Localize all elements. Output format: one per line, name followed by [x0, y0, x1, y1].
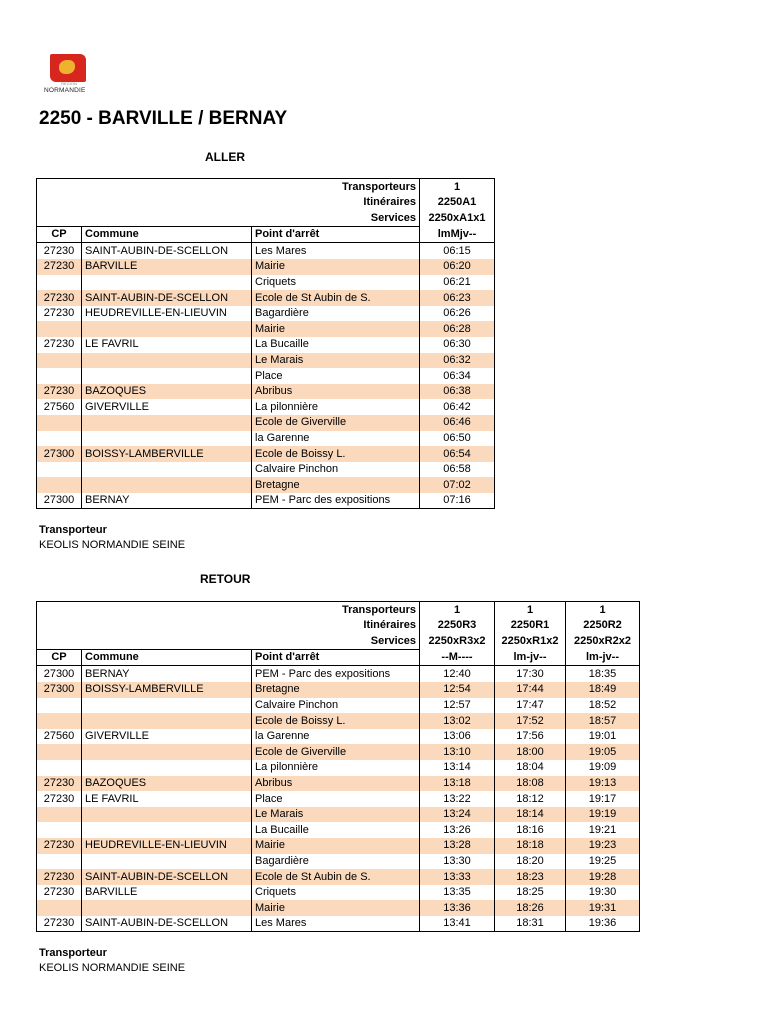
time-cell: 13:41	[420, 916, 495, 932]
time-cell: 13:30	[420, 854, 495, 870]
time-cell: 17:44	[495, 682, 566, 698]
time-cell: 13:18	[420, 776, 495, 792]
commune-cell: SAINT-AUBIN-DE-SCELLON	[82, 290, 252, 306]
commune-cell	[82, 760, 252, 776]
table-row	[37, 290, 495, 306]
time-cell: 07:02	[420, 477, 495, 493]
column-itineraire: 2250R3	[420, 618, 495, 634]
time-cell: 13:33	[420, 869, 495, 885]
time-cell: 06:38	[420, 384, 495, 400]
stop-cell: Bretagne	[252, 682, 420, 698]
commune-cell	[82, 321, 252, 337]
table-row	[37, 729, 640, 745]
header-row	[37, 633, 640, 649]
cp-header: CP	[37, 649, 82, 666]
time-cell: 18:57	[566, 713, 640, 729]
time-cell: 19:01	[566, 729, 640, 745]
table-row	[37, 243, 495, 259]
time-cell: 18:23	[495, 869, 566, 885]
commune-cell: BERNAY	[82, 666, 252, 682]
time-cell: 18:14	[495, 807, 566, 823]
stop-cell: Place	[252, 368, 420, 384]
stop-cell: Le Marais	[252, 353, 420, 369]
table-row	[37, 744, 640, 760]
stop-cell: Abribus	[252, 384, 420, 400]
cp-cell	[37, 415, 82, 431]
column-transporteur: 1	[495, 602, 566, 618]
time-cell: 19:25	[566, 854, 640, 870]
commune-cell	[82, 275, 252, 291]
cp-cell	[37, 760, 82, 776]
time-cell: 06:23	[420, 290, 495, 306]
time-cell: 18:31	[495, 916, 566, 932]
commune-cell	[82, 368, 252, 384]
cp-cell	[37, 822, 82, 838]
stop-cell: PEM - Parc des expositions	[252, 666, 420, 682]
retour-timetable	[36, 601, 640, 932]
column-itineraire: 2250A1	[420, 195, 495, 211]
commune-cell: GIVERVILLE	[82, 729, 252, 745]
header-label: Services	[37, 210, 420, 226]
header-row	[37, 179, 495, 195]
time-cell: 18:52	[566, 698, 640, 714]
cp-cell	[37, 321, 82, 337]
cp-cell: 27230	[37, 869, 82, 885]
header-label: Services	[37, 633, 420, 649]
stop-cell: Ecole de Boissy L.	[252, 713, 420, 729]
header-label: Itinéraires	[37, 618, 420, 634]
time-cell: 18:16	[495, 822, 566, 838]
time-cell: 06:54	[420, 446, 495, 462]
cp-cell	[37, 462, 82, 478]
table-row	[37, 807, 640, 823]
time-cell: 18:20	[495, 854, 566, 870]
time-cell: 19:28	[566, 869, 640, 885]
time-cell: 19:21	[566, 822, 640, 838]
stop-cell: La pilonnière	[252, 399, 420, 415]
column-days: lm-jv--	[566, 649, 640, 666]
time-cell: 13:22	[420, 791, 495, 807]
cp-cell	[37, 431, 82, 447]
table-row	[37, 854, 640, 870]
time-cell: 18:18	[495, 838, 566, 854]
time-cell: 06:28	[420, 321, 495, 337]
time-cell: 17:30	[495, 666, 566, 682]
column-days: lm-jv--	[495, 649, 566, 666]
stop-cell: Les Mares	[252, 916, 420, 932]
cp-cell	[37, 713, 82, 729]
time-cell: 18:35	[566, 666, 640, 682]
stop-cell: Mairie	[252, 259, 420, 275]
table-row	[37, 399, 495, 415]
table-row	[37, 900, 640, 916]
table-row	[37, 337, 495, 353]
cp-cell: 27230	[37, 791, 82, 807]
cp-cell	[37, 368, 82, 384]
table-row	[37, 869, 640, 885]
commune-cell	[82, 462, 252, 478]
time-cell: 06:34	[420, 368, 495, 384]
stop-cell: Ecole de St Aubin de S.	[252, 290, 420, 306]
table-row	[37, 791, 640, 807]
header-label: Itinéraires	[37, 195, 420, 211]
header-label: Transporteurs	[37, 602, 420, 618]
cp-cell: 27230	[37, 885, 82, 901]
time-cell: 17:47	[495, 698, 566, 714]
time-cell: 13:36	[420, 900, 495, 916]
commune-cell: BARVILLE	[82, 885, 252, 901]
stop-cell: Ecole de St Aubin de S.	[252, 869, 420, 885]
time-cell: 12:40	[420, 666, 495, 682]
header-row	[37, 195, 495, 211]
table-row	[37, 493, 495, 509]
commune-cell: LE FAVRIL	[82, 337, 252, 353]
time-cell: 13:35	[420, 885, 495, 901]
table-row	[37, 353, 495, 369]
time-cell: 13:28	[420, 838, 495, 854]
cp-cell	[37, 353, 82, 369]
time-cell: 06:42	[420, 399, 495, 415]
stop-header: Point d'arrêt	[252, 649, 420, 666]
cp-header: CP	[37, 226, 82, 243]
commune-cell	[82, 698, 252, 714]
time-cell: 18:08	[495, 776, 566, 792]
table-row	[37, 462, 495, 478]
stop-cell: la Garenne	[252, 431, 420, 447]
commune-cell: LE FAVRIL	[82, 791, 252, 807]
column-itineraire: 2250R2	[566, 618, 640, 634]
retour-transporteur-name: KEOLIS NORMANDIE SEINE	[39, 962, 186, 974]
aller-timetable	[36, 178, 495, 509]
stop-cell: Mairie	[252, 838, 420, 854]
header-label: Transporteurs	[37, 179, 420, 195]
column-service: 2250xR1x2	[495, 633, 566, 649]
time-cell: 18:12	[495, 791, 566, 807]
cp-cell: 27560	[37, 729, 82, 745]
table-row	[37, 666, 640, 682]
time-cell: 19:17	[566, 791, 640, 807]
time-cell: 13:24	[420, 807, 495, 823]
commune-cell: BOISSY-LAMBERVILLE	[82, 446, 252, 462]
stop-header: Point d'arrêt	[252, 226, 420, 243]
cp-cell	[37, 900, 82, 916]
stop-cell: Calvaire Pinchon	[252, 462, 420, 478]
time-cell: 06:58	[420, 462, 495, 478]
commune-cell	[82, 713, 252, 729]
table-row	[37, 885, 640, 901]
time-cell: 06:20	[420, 259, 495, 275]
commune-cell: BOISSY-LAMBERVILLE	[82, 682, 252, 698]
table-row	[37, 698, 640, 714]
table-row	[37, 415, 495, 431]
table-row	[37, 713, 640, 729]
commune-cell	[82, 822, 252, 838]
stop-cell: PEM - Parc des expositions	[252, 493, 420, 509]
stop-cell: Abribus	[252, 776, 420, 792]
stop-cell: Place	[252, 791, 420, 807]
time-cell: 18:26	[495, 900, 566, 916]
time-cell: 06:46	[420, 415, 495, 431]
commune-cell	[82, 353, 252, 369]
cp-cell	[37, 477, 82, 493]
cp-cell: 27230	[37, 243, 82, 259]
table-row	[37, 682, 640, 698]
column-transporteur: 1	[420, 602, 495, 618]
stop-cell: Calvaire Pinchon	[252, 698, 420, 714]
header-row	[37, 210, 495, 226]
aller-transporteur-label: Transporteur	[39, 524, 107, 536]
normandie-flag-icon	[50, 54, 86, 82]
stop-cell: Criquets	[252, 275, 420, 291]
header-row	[37, 602, 640, 618]
cp-cell	[37, 744, 82, 760]
column-transporteur: 1	[566, 602, 640, 618]
time-cell: 13:10	[420, 744, 495, 760]
column-service: 2250xR2x2	[566, 633, 640, 649]
column-days: --M----	[420, 649, 495, 666]
cp-cell	[37, 275, 82, 291]
time-cell: 06:26	[420, 306, 495, 322]
time-cell: 18:49	[566, 682, 640, 698]
time-cell: 18:00	[495, 744, 566, 760]
time-cell: 19:13	[566, 776, 640, 792]
column-service: 2250xA1x1	[420, 210, 495, 226]
time-cell: 06:15	[420, 243, 495, 259]
page-title: 2250 - BARVILLE / BERNAY	[39, 108, 288, 129]
commune-cell: BAZOQUES	[82, 776, 252, 792]
table-row	[37, 822, 640, 838]
stop-cell: Ecole de Giverville	[252, 744, 420, 760]
time-cell: 19:36	[566, 916, 640, 932]
time-cell: 12:57	[420, 698, 495, 714]
retour-transporteur-label: Transporteur	[39, 947, 107, 959]
commune-cell	[82, 431, 252, 447]
stop-cell: La Bucaille	[252, 822, 420, 838]
time-cell: 17:52	[495, 713, 566, 729]
stop-cell: Bretagne	[252, 477, 420, 493]
table-row	[37, 916, 640, 932]
cp-cell: 27230	[37, 384, 82, 400]
cp-cell: 27230	[37, 306, 82, 322]
cp-cell	[37, 854, 82, 870]
table-row	[37, 477, 495, 493]
table-row	[37, 384, 495, 400]
time-cell: 13:02	[420, 713, 495, 729]
time-cell: 06:21	[420, 275, 495, 291]
commune-cell	[82, 900, 252, 916]
time-cell: 12:54	[420, 682, 495, 698]
time-cell: 18:04	[495, 760, 566, 776]
stop-cell: La pilonnière	[252, 760, 420, 776]
aller-heading: ALLER	[205, 150, 245, 164]
cp-cell: 27230	[37, 776, 82, 792]
time-cell: 17:56	[495, 729, 566, 745]
column-itineraire: 2250R1	[495, 618, 566, 634]
cp-cell: 27560	[37, 399, 82, 415]
column-days: lmMjv--	[420, 226, 495, 243]
stop-cell: Mairie	[252, 900, 420, 916]
time-cell: 13:14	[420, 760, 495, 776]
time-cell: 19:31	[566, 900, 640, 916]
header-row	[37, 618, 640, 634]
commune-cell: SAINT-AUBIN-DE-SCELLON	[82, 243, 252, 259]
stop-cell: la Garenne	[252, 729, 420, 745]
time-cell: 19:05	[566, 744, 640, 760]
commune-cell: SAINT-AUBIN-DE-SCELLON	[82, 869, 252, 885]
cp-cell: 27300	[37, 682, 82, 698]
table-row	[37, 760, 640, 776]
commune-cell: HEUDREVILLE-EN-LIEUVIN	[82, 838, 252, 854]
aller-transporteur-name: KEOLIS NORMANDIE SEINE	[39, 539, 186, 551]
commune-cell	[82, 415, 252, 431]
logo-name: NORMANDIE	[44, 87, 86, 94]
normandie-logo	[44, 54, 90, 94]
time-cell: 07:16	[420, 493, 495, 509]
time-cell: 06:50	[420, 431, 495, 447]
time-cell: 19:09	[566, 760, 640, 776]
commune-cell: HEUDREVILLE-EN-LIEUVIN	[82, 306, 252, 322]
cp-cell	[37, 698, 82, 714]
cp-cell: 27230	[37, 838, 82, 854]
table-row	[37, 306, 495, 322]
stop-cell: Le Marais	[252, 807, 420, 823]
commune-cell: BAZOQUES	[82, 384, 252, 400]
stop-cell: Les Mares	[252, 243, 420, 259]
logo-sub: RÉGION	[61, 81, 77, 86]
table-row	[37, 838, 640, 854]
column-transporteur: 1	[420, 179, 495, 195]
time-cell: 06:30	[420, 337, 495, 353]
column-service: 2250xR3x2	[420, 633, 495, 649]
commune-cell	[82, 744, 252, 760]
time-cell: 19:30	[566, 885, 640, 901]
time-cell: 19:23	[566, 838, 640, 854]
table-row	[37, 275, 495, 291]
stop-cell: Criquets	[252, 885, 420, 901]
table-row	[37, 776, 640, 792]
column-header-row	[37, 226, 495, 243]
commune-cell	[82, 807, 252, 823]
commune-header: Commune	[82, 649, 252, 666]
cp-cell: 27230	[37, 337, 82, 353]
stop-cell: Bagardière	[252, 306, 420, 322]
time-cell: 18:25	[495, 885, 566, 901]
commune-cell	[82, 477, 252, 493]
time-cell: 13:06	[420, 729, 495, 745]
cp-cell: 27300	[37, 493, 82, 509]
table-row	[37, 431, 495, 447]
commune-header: Commune	[82, 226, 252, 243]
stop-cell: Mairie	[252, 321, 420, 337]
time-cell: 19:19	[566, 807, 640, 823]
cp-cell: 27300	[37, 446, 82, 462]
table-row	[37, 446, 495, 462]
cp-cell: 27230	[37, 916, 82, 932]
table-row	[37, 259, 495, 275]
table-row	[37, 368, 495, 384]
table-row	[37, 321, 495, 337]
commune-cell: SAINT-AUBIN-DE-SCELLON	[82, 916, 252, 932]
commune-cell	[82, 854, 252, 870]
cp-cell: 27300	[37, 666, 82, 682]
time-cell: 06:32	[420, 353, 495, 369]
commune-cell: BARVILLE	[82, 259, 252, 275]
cp-cell: 27230	[37, 290, 82, 306]
cp-cell: 27230	[37, 259, 82, 275]
stop-cell: Ecole de Giverville	[252, 415, 420, 431]
commune-cell: GIVERVILLE	[82, 399, 252, 415]
cp-cell	[37, 807, 82, 823]
time-cell: 13:26	[420, 822, 495, 838]
stop-cell: Bagardière	[252, 854, 420, 870]
retour-heading: RETOUR	[200, 572, 251, 586]
column-header-row	[37, 649, 640, 666]
commune-cell: BERNAY	[82, 493, 252, 509]
stop-cell: Ecole de Boissy L.	[252, 446, 420, 462]
stop-cell: La Bucaille	[252, 337, 420, 353]
